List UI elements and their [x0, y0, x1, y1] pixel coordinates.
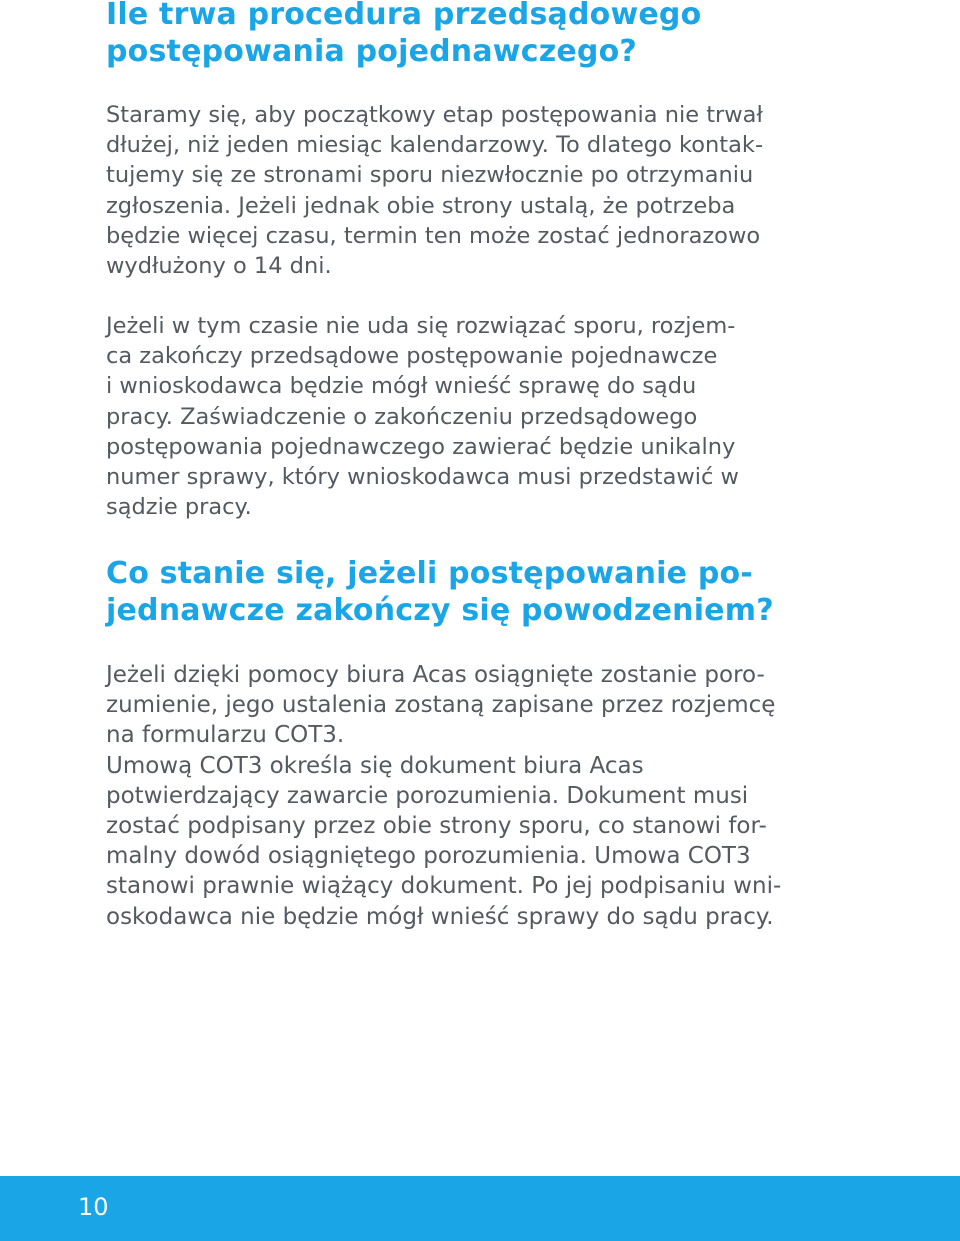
- paragraph-cot3: [106, 660, 781, 932]
- heading-line: Co stanie się, jeżeli postępowanie po-: [106, 556, 753, 591]
- text-line: na formularzu COT3.: [106, 722, 345, 749]
- text-line: Jeżeli w tym czasie nie uda się rozwiązać sporu, rozjem-: [106, 313, 736, 339]
- paragraph-duration: [106, 100, 763, 281]
- text-line: ca zakończy przedsądowe postępowanie pojednawcze: [106, 343, 718, 370]
- text-line: malny dowód osiągniętego porozumienia. Umowa COT3: [106, 843, 751, 870]
- paragraph-unresolved: [106, 311, 739, 522]
- text-line: oskodawca nie będzie mógł wnieść sprawy do sądu pracy.: [106, 903, 774, 930]
- text-line: Umową COT3 określa się dokument biura Acas: [106, 752, 644, 779]
- text-line: Staramy się, aby początkowy etap postępowania nie trwał: [106, 102, 763, 128]
- text-line: zostać podpisany przez obie strony sporu, co stanowi for-: [106, 813, 767, 840]
- text-line: zumienie, jego ustalenia zostaną zapisane przez rozjemcę: [106, 692, 776, 719]
- text-line: potwierdzający zawarcie porozumienia. Dokument musi: [106, 782, 749, 809]
- text-line: wydłużony o 14 dni.: [106, 253, 332, 280]
- text-line: dłużej, niż jeden miesiąc kalendarzowy. To dlatego kontak-: [106, 132, 764, 159]
- text-line: tujemy się ze stronami sporu niezwłocznie po otrzymaniu: [106, 162, 754, 189]
- text-line: Jeżeli dzięki pomocy biura Acas osiągnięte zostanie poro-: [106, 662, 765, 688]
- text-line: i wnioskodawca będzie mógł wnieść sprawę do sądu: [106, 373, 697, 400]
- text-line: stanowi prawnie wiążący dokument. Po jej podpisaniu wni-: [106, 873, 782, 900]
- text-line: pracy. Zaświadczenie o zakończeniu przedsądowego: [106, 403, 698, 430]
- text-line: numer sprawy, który wnioskodawca musi przedstawić w: [106, 464, 739, 491]
- section-heading-duration: [106, 0, 701, 70]
- page-number: 10: [78, 1193, 109, 1221]
- text-line: zgłoszenia. Jeżeli jednak obie strony ustalą, że potrzeba: [106, 192, 736, 219]
- text-line: będzie więcej czasu, termin ten może zostać jednorazowo: [106, 222, 761, 249]
- text-line: postępowania pojednawczego zawierać będzie unikalny: [106, 433, 736, 460]
- section-heading-success: [106, 555, 774, 629]
- heading-line: Ile trwa procedura przedsądowego: [106, 0, 702, 32]
- text-line: sądzie pracy.: [106, 494, 252, 521]
- footer-bar: [0, 1176, 960, 1241]
- heading-line: jednawcze zakończy się powodzeniem?: [106, 593, 774, 628]
- heading-line: postępowania pojednawczego?: [106, 34, 637, 69]
